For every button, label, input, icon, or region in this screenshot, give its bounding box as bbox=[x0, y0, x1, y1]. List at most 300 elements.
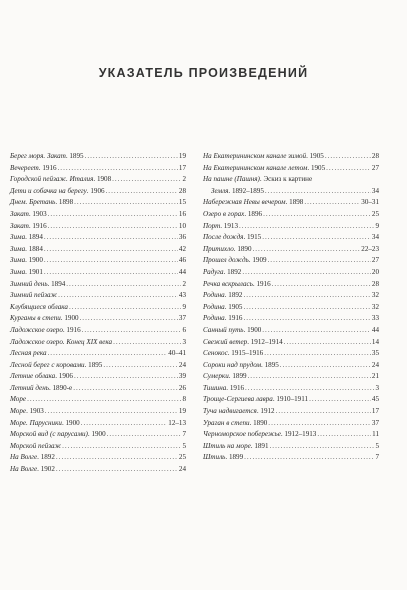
entry-title-text: Тишина bbox=[203, 383, 227, 392]
entry-title bbox=[10, 429, 106, 441]
page-number: 25 bbox=[178, 453, 186, 462]
index-entry bbox=[10, 325, 186, 337]
dot-leader bbox=[239, 221, 374, 233]
dot-leader bbox=[268, 255, 371, 267]
page-number: 26 bbox=[178, 383, 186, 392]
dot-leader bbox=[243, 302, 370, 314]
page-number: 20 bbox=[371, 267, 379, 276]
entry-title-text: Море bbox=[10, 407, 27, 416]
entry-year: . 1912 bbox=[256, 407, 275, 416]
index-entry bbox=[10, 313, 186, 325]
dot-leader bbox=[262, 325, 371, 337]
entry-title bbox=[203, 371, 247, 383]
dot-leader bbox=[268, 418, 371, 430]
page-number: 3 bbox=[375, 383, 379, 392]
entry-title bbox=[10, 209, 47, 221]
entry-title-text: Днем. Бретань bbox=[10, 198, 56, 207]
entry-title bbox=[203, 221, 238, 233]
index-entry bbox=[203, 279, 379, 291]
page-number: 5 bbox=[375, 441, 379, 450]
dot-leader bbox=[112, 174, 181, 186]
entry-title-text: На Волге bbox=[10, 453, 38, 462]
entry-title-text: Морской пейзаж bbox=[10, 441, 62, 450]
page-number: 24 bbox=[178, 360, 186, 369]
page-number: 19 bbox=[178, 152, 186, 160]
entry-title bbox=[10, 348, 47, 360]
entry-year: . 1903 bbox=[26, 407, 44, 416]
entry-title-text: На Екатерининском канале зимой bbox=[203, 152, 307, 160]
entry-year: . 1910–1911 bbox=[272, 395, 309, 404]
entry-title-text: Закат bbox=[10, 221, 29, 230]
dot-leader bbox=[73, 383, 178, 395]
entry-title bbox=[203, 267, 241, 279]
dot-leader bbox=[262, 232, 371, 244]
entry-year: . 1900 bbox=[25, 256, 43, 265]
entry-title bbox=[10, 406, 44, 418]
entry-title bbox=[10, 255, 43, 267]
index-entry bbox=[10, 302, 186, 314]
dot-leader bbox=[325, 151, 371, 163]
entry-title bbox=[10, 279, 65, 291]
dot-leader bbox=[56, 464, 178, 476]
entry-year: . 1884 bbox=[25, 244, 43, 253]
entry-year: . 1894 bbox=[47, 279, 66, 288]
index-entry bbox=[203, 186, 379, 198]
index-entry bbox=[203, 244, 379, 256]
dot-leader bbox=[27, 394, 181, 406]
index-entry bbox=[203, 452, 379, 464]
entry-year: . 1906 bbox=[55, 372, 73, 381]
dot-leader bbox=[276, 406, 371, 418]
index-entry bbox=[203, 290, 379, 302]
entry-title bbox=[203, 452, 243, 464]
page-number: 44 bbox=[178, 267, 186, 276]
page-number: 2 bbox=[182, 279, 186, 288]
dot-leader bbox=[304, 197, 360, 209]
entry-title-text: Сенокос bbox=[203, 349, 228, 358]
entry-title-text: Родина bbox=[203, 291, 225, 300]
entry-year: . 1898 bbox=[55, 198, 74, 207]
dot-leader bbox=[309, 394, 371, 406]
page-number: 2 bbox=[182, 175, 186, 184]
entry-year: . 1905 bbox=[224, 302, 243, 311]
entry-title bbox=[10, 337, 112, 349]
entry-title bbox=[10, 383, 72, 395]
dot-leader bbox=[244, 452, 374, 464]
page-number: 43 bbox=[178, 291, 186, 300]
dot-leader bbox=[245, 383, 374, 395]
entry-title bbox=[10, 197, 73, 209]
entry-title-text: На Волге bbox=[10, 465, 38, 474]
entry-title bbox=[10, 441, 61, 453]
entry-title-text: Курганы в степи bbox=[10, 314, 61, 323]
index-entry bbox=[10, 406, 186, 418]
page-number: 28 bbox=[371, 279, 379, 288]
page-number: 40–41 bbox=[168, 349, 186, 358]
index-entry bbox=[10, 360, 186, 372]
page-number: 36 bbox=[178, 233, 186, 242]
page-number: 44 bbox=[371, 325, 379, 334]
entry-year: . 1896 bbox=[244, 209, 263, 218]
index-entry bbox=[203, 429, 379, 441]
index-entry bbox=[203, 348, 379, 360]
page-number: 45 bbox=[371, 395, 379, 404]
index-entry bbox=[10, 394, 186, 406]
page-number: 27 bbox=[371, 256, 379, 265]
entry-year: . 1895 bbox=[84, 360, 103, 369]
entry-title bbox=[203, 279, 271, 291]
entry-title-text: На Екатерининском канале летом bbox=[203, 163, 308, 172]
index-entry bbox=[203, 151, 379, 163]
page-number: 46 bbox=[178, 256, 186, 265]
dot-leader bbox=[48, 209, 178, 221]
page-number: 37 bbox=[371, 418, 379, 427]
index-entry bbox=[203, 174, 379, 186]
entry-title-text: Штиль на море bbox=[203, 441, 251, 450]
index-entry bbox=[10, 452, 186, 464]
dot-leader bbox=[263, 209, 371, 221]
entry-title-text: Сороки над прудом bbox=[203, 360, 262, 369]
page-number: 25 bbox=[371, 209, 379, 218]
entry-title-text: Озеро в горах bbox=[203, 209, 245, 218]
index-entry bbox=[10, 186, 186, 198]
entry-year: . 1895 bbox=[261, 360, 279, 369]
dot-leader bbox=[44, 232, 178, 244]
entry-title bbox=[203, 337, 283, 349]
entry-title bbox=[203, 406, 275, 418]
entry-title-text: Ураган в степи bbox=[203, 418, 250, 427]
page-number: 33 bbox=[371, 314, 379, 323]
dot-leader bbox=[103, 360, 178, 372]
dot-leader bbox=[45, 406, 178, 418]
dot-leader bbox=[85, 151, 178, 163]
entry-year: . 1916 bbox=[226, 383, 245, 392]
index-entry bbox=[10, 348, 186, 360]
entry-title-text: Городской пейзаж. Италия bbox=[10, 175, 94, 184]
entry-year: . 1916 bbox=[28, 221, 47, 230]
page-number: 7 bbox=[375, 453, 379, 462]
entry-title bbox=[203, 360, 279, 372]
entry-year: . 1909 bbox=[248, 256, 267, 265]
dot-leader bbox=[81, 418, 168, 430]
page-number: 34 bbox=[371, 233, 379, 242]
page-number: 17 bbox=[178, 163, 186, 172]
entry-title-text: Санный путь bbox=[203, 325, 244, 334]
page-number: 17 bbox=[371, 407, 379, 416]
index-entry bbox=[10, 163, 186, 175]
entry-title-text: Радуга bbox=[203, 267, 224, 276]
entry-title-text: Зима bbox=[10, 244, 26, 253]
index-entry bbox=[203, 325, 379, 337]
entry-title-text: Ладожское озеро bbox=[10, 325, 63, 334]
entry-title-text: Море bbox=[10, 395, 27, 404]
page-number: 6 bbox=[182, 325, 186, 334]
dot-leader bbox=[69, 302, 181, 314]
dot-leader bbox=[80, 313, 178, 325]
page-number: 32 bbox=[371, 291, 379, 300]
dot-leader bbox=[44, 244, 178, 256]
page-number: 34 bbox=[371, 186, 379, 195]
page-number: 21 bbox=[371, 372, 379, 381]
page-number: 24 bbox=[178, 465, 186, 474]
entry-title-text: Родина bbox=[203, 302, 225, 311]
entry-year: . Эскиз к картине bbox=[259, 175, 313, 184]
entry-title bbox=[203, 232, 261, 244]
entry-title-text: Троице-Сергиева лавра bbox=[203, 395, 273, 404]
entry-year: . 1913 bbox=[220, 221, 238, 230]
index-entry bbox=[203, 255, 379, 267]
page-number: 27 bbox=[371, 163, 379, 172]
entry-year: . 1903 bbox=[28, 209, 47, 218]
entry-year: . 1912–1913 bbox=[280, 430, 317, 439]
index-column-right bbox=[203, 151, 379, 464]
dot-leader bbox=[44, 267, 178, 279]
index-entry bbox=[10, 244, 186, 256]
index-entry bbox=[10, 197, 186, 209]
entry-title-text: Зима bbox=[10, 267, 26, 276]
entry-title bbox=[10, 452, 55, 464]
index-entry bbox=[10, 337, 186, 349]
entry-title-text: Набережная Невы вечером bbox=[203, 198, 286, 207]
entry-year: . 1905 bbox=[306, 152, 324, 160]
page-number: 9 bbox=[182, 302, 186, 311]
entry-title bbox=[203, 163, 325, 175]
entry-year: . 1899 bbox=[225, 453, 244, 462]
entry-title-text: Берег моря. Закат bbox=[10, 152, 66, 160]
page-number: 22–23 bbox=[361, 244, 379, 253]
entry-year: . 1916 bbox=[252, 279, 271, 288]
entry-year: . 1900 bbox=[243, 325, 262, 334]
dot-leader bbox=[106, 186, 178, 198]
entry-title-text: Летний день bbox=[10, 383, 49, 392]
entry-year: . 1894 bbox=[25, 233, 43, 242]
entry-year: . 1890 bbox=[233, 244, 252, 253]
entry-title-text: Зимний день bbox=[10, 279, 48, 288]
entry-title-text: Морской вид (с парусами) bbox=[10, 430, 88, 439]
index-entry bbox=[10, 174, 186, 186]
entry-title bbox=[203, 302, 242, 314]
entry-year: . 1890-е bbox=[48, 383, 73, 392]
index-entry bbox=[203, 232, 379, 244]
dot-leader bbox=[284, 337, 371, 349]
index-entry bbox=[203, 209, 379, 221]
entry-title-text: Свежий ветер bbox=[203, 337, 248, 346]
page-number: 30–31 bbox=[361, 198, 379, 207]
entry-title bbox=[10, 302, 68, 314]
page-number: 11 bbox=[372, 430, 379, 439]
entry-year: . 1900 bbox=[60, 314, 79, 323]
index-entry bbox=[10, 418, 186, 430]
entry-title-text: На пашне (Пашня) bbox=[203, 175, 260, 184]
index-entry bbox=[10, 232, 186, 244]
page-number: 16 bbox=[178, 209, 186, 218]
page-number: 12–13 bbox=[168, 418, 186, 427]
dot-leader bbox=[74, 197, 178, 209]
entry-title bbox=[10, 313, 79, 325]
dot-leader bbox=[44, 255, 178, 267]
dot-leader bbox=[317, 429, 371, 441]
index-entry bbox=[10, 151, 186, 163]
index-entry bbox=[203, 197, 379, 209]
page-number: 9 bbox=[375, 221, 379, 230]
entry-title-text: Прошел дождь bbox=[203, 256, 249, 265]
dot-leader bbox=[58, 163, 178, 175]
page-number: 32 bbox=[371, 302, 379, 311]
page-number: 42 bbox=[178, 244, 186, 253]
dot-leader bbox=[264, 348, 371, 360]
dot-leader bbox=[74, 371, 178, 383]
entry-year: . 1906 bbox=[86, 186, 105, 195]
entry-year: . 1912–1914 bbox=[247, 337, 283, 346]
dot-leader bbox=[326, 163, 371, 175]
entry-title-text: Земля bbox=[211, 186, 229, 195]
entry-title-text: Туча надвигается bbox=[203, 407, 257, 416]
index-entry bbox=[10, 464, 186, 476]
entry-title bbox=[203, 325, 261, 337]
page-number: 35 bbox=[371, 349, 379, 358]
index-entry bbox=[10, 371, 186, 383]
entry-year: . 1916 bbox=[62, 325, 81, 334]
dot-leader bbox=[253, 244, 361, 256]
entry-title-text: Притихло bbox=[203, 244, 234, 253]
dot-leader bbox=[48, 221, 178, 233]
entry-year: . 1916 bbox=[38, 163, 57, 172]
page-number: 10 bbox=[178, 221, 186, 230]
page-number: 8 bbox=[182, 395, 186, 404]
entry-year: . 1892–1895 bbox=[228, 186, 264, 195]
entry-title bbox=[203, 197, 303, 209]
index-entry bbox=[10, 290, 186, 302]
entry-title bbox=[10, 186, 105, 198]
entry-title-text: Лесной берег с коровами bbox=[10, 360, 85, 369]
page-number: 14 bbox=[371, 337, 379, 346]
entry-title bbox=[203, 313, 242, 325]
entry-title-text: Закат bbox=[10, 209, 29, 218]
index-entry bbox=[203, 394, 379, 406]
index-entry bbox=[203, 313, 379, 325]
entry-title bbox=[10, 163, 57, 175]
entry-title-text: Штиль bbox=[203, 453, 226, 462]
entry-year: . 1899 bbox=[228, 372, 247, 381]
index-entry bbox=[203, 267, 379, 279]
entry-title bbox=[10, 221, 47, 233]
entry-title bbox=[203, 394, 308, 406]
entry-title bbox=[10, 360, 102, 372]
index-entry bbox=[10, 279, 186, 291]
entry-title bbox=[203, 441, 269, 453]
entry-year: . 1915–1916 bbox=[227, 349, 264, 358]
entry-title bbox=[203, 418, 267, 430]
entry-title-text: Летние облака bbox=[10, 372, 56, 381]
entry-title bbox=[203, 244, 252, 256]
entry-year: . 1892 bbox=[223, 267, 242, 276]
entry-year: . 1908 bbox=[93, 175, 112, 184]
dot-leader bbox=[56, 452, 178, 464]
entry-title bbox=[203, 429, 316, 441]
entry-title bbox=[10, 418, 80, 430]
index-column-left bbox=[10, 151, 186, 476]
entry-title-text: Вечереет bbox=[10, 163, 39, 172]
page-number: 28 bbox=[178, 186, 186, 195]
index-entry bbox=[10, 441, 186, 453]
entry-year: . 1905 bbox=[307, 163, 326, 172]
entry-title-text: Зима bbox=[10, 256, 26, 265]
entry-year: . 1901 bbox=[25, 267, 43, 276]
index-entry bbox=[203, 418, 379, 430]
entry-title bbox=[10, 232, 43, 244]
index-entry bbox=[203, 163, 379, 175]
page-title: УКАЗАТЕЛЬ ПРОИЗВЕДЕНИЙ bbox=[98, 66, 309, 80]
index-entry bbox=[203, 360, 379, 372]
entry-title bbox=[10, 174, 111, 186]
index-entry bbox=[203, 337, 379, 349]
dot-leader bbox=[265, 186, 371, 198]
entry-title-text: Зимний пейзаж bbox=[10, 291, 58, 300]
entry-title-text: Сумерки bbox=[203, 372, 229, 381]
entry-year: . 1890 bbox=[249, 418, 268, 427]
entry-title-text: Зима bbox=[10, 233, 26, 242]
dot-leader bbox=[248, 371, 371, 383]
dot-leader bbox=[272, 279, 371, 291]
entry-title-text: Порт bbox=[203, 221, 221, 230]
entry-title bbox=[203, 290, 242, 302]
entry-title bbox=[10, 267, 43, 279]
dot-leader bbox=[113, 337, 181, 349]
entry-title bbox=[10, 394, 26, 406]
page-number: 28 bbox=[371, 152, 379, 160]
entry-title bbox=[10, 371, 73, 383]
entry-title bbox=[10, 464, 55, 476]
page-number: 37 bbox=[178, 314, 186, 323]
entry-year: . 1916 bbox=[224, 314, 243, 323]
entry-title bbox=[203, 209, 262, 221]
entry-title-text: Клубящиеся облака bbox=[10, 302, 68, 311]
dot-leader bbox=[62, 441, 181, 453]
index-entry bbox=[203, 221, 379, 233]
entry-title bbox=[203, 151, 324, 163]
entry-title bbox=[203, 383, 244, 395]
index-entry bbox=[10, 221, 186, 233]
entry-title bbox=[10, 325, 81, 337]
entry-year: . 1891 bbox=[250, 441, 269, 450]
dot-leader bbox=[242, 267, 371, 279]
entry-title-text: После дождя bbox=[203, 233, 244, 242]
index-entry bbox=[203, 371, 379, 383]
dot-leader bbox=[243, 313, 370, 325]
dot-leader bbox=[243, 290, 370, 302]
entry-title bbox=[10, 290, 57, 302]
dot-leader bbox=[82, 325, 182, 337]
page-number: 24 bbox=[371, 360, 379, 369]
page-number: 39 bbox=[178, 372, 186, 381]
page-number: 5 bbox=[182, 441, 186, 450]
entry-title bbox=[203, 348, 263, 360]
dot-leader bbox=[270, 441, 375, 453]
entry-year: . 1900 bbox=[61, 418, 80, 427]
index-entry bbox=[203, 441, 379, 453]
page-number: 3 bbox=[182, 337, 186, 346]
index-entry bbox=[10, 267, 186, 279]
entry-title-text: Черноморское побережье bbox=[203, 430, 281, 439]
page-number: 19 bbox=[178, 407, 186, 416]
page-number: 15 bbox=[178, 198, 186, 207]
entry-year: . 1892 bbox=[224, 291, 243, 300]
entry-title-text: Море. Парусники bbox=[10, 418, 62, 427]
entry-title bbox=[203, 255, 267, 267]
entry-year: . 1915 bbox=[243, 233, 262, 242]
index-entry bbox=[203, 302, 379, 314]
entry-year: . 1900 bbox=[87, 430, 106, 439]
